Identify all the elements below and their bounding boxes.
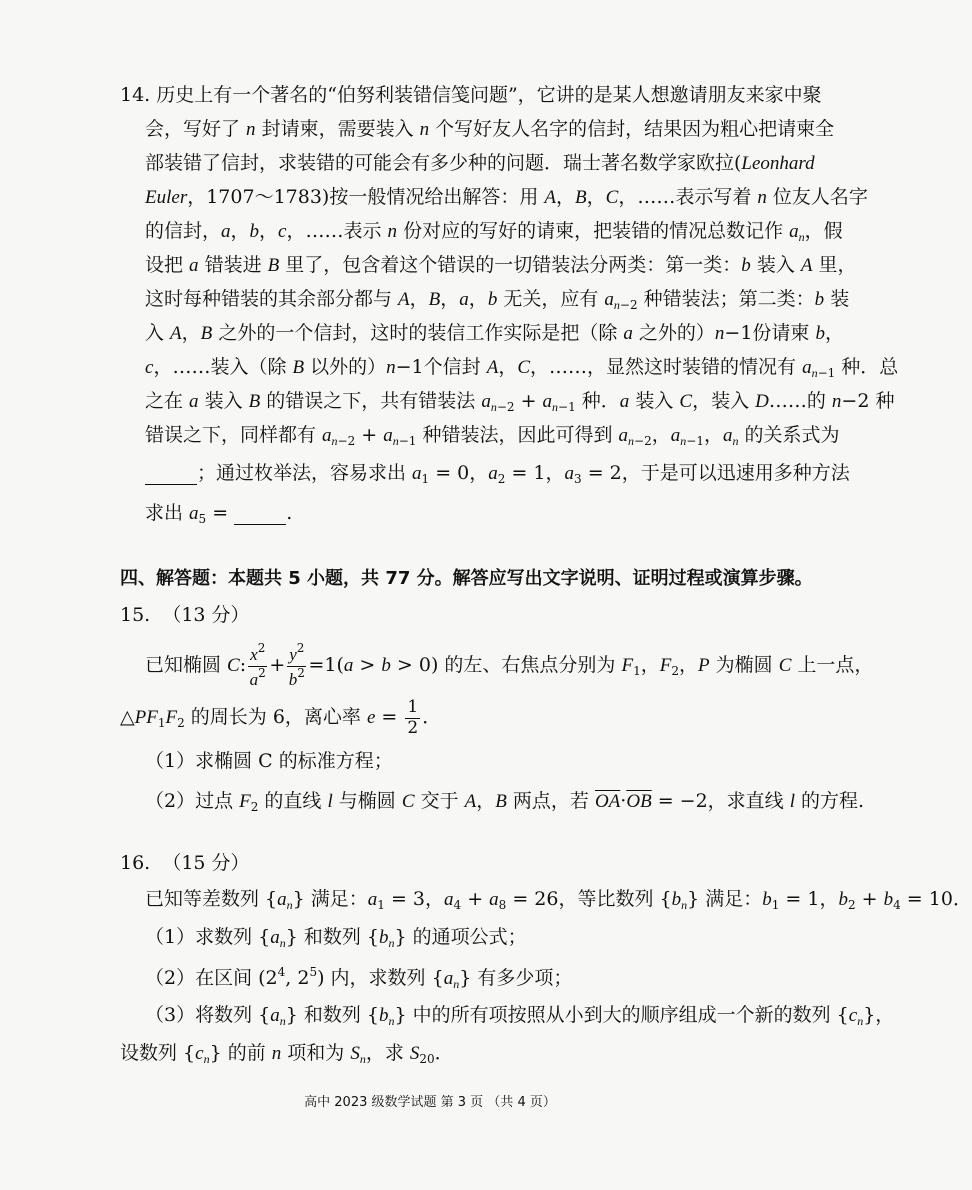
q14-number: 14. [120,84,151,106]
q15-stem-2: $\triangle PF_1F_2$ 的周长为 6，离心率 e = $\frac{1}{2}$ ． [120,697,442,738]
q14-line-5: 的信封，a，b，c，……表示 n 份对应的写好的请柬，把装错的情况总数记作 $a_n$，假 [145,220,843,244]
fraction-y2-b2: $\frac{y^2}{b^2}$ [288,641,305,689]
q16-part-1: （1）求数列 $\{a_n\}$ 和数列 $\{b_n\}$ 的通项公式； [145,926,527,950]
q14-line-3: 部装错了信封，求装错的可能会有多少种的问题．瑞士著名数学家欧拉(Leonhard [145,152,815,174]
answer-blank-2[interactable] [234,510,286,525]
q14-line-2: 会，写好了 n 封请柬，需要装入 n 个写好友人名字的信封，结果因为粗心把请柬全 [145,118,835,140]
q14-line-13: 求出 $a_5$ = . [145,502,293,526]
q14-line-12: ；通过枚举法，容易求出 $a_1 = 0$，$a_2 = 1$，$a_3 = 2$，于是可以迅速用多种方法 [145,464,850,485]
q16-score: （15 分） [162,852,250,874]
section-heading: 四、解答题：本题共 5 小题，共 77 分。解答应写出文字说明、证明过程或演算步骤。 [120,568,813,589]
fraction-x2-a2: $\frac{x^2}{a^2}$ [249,641,266,689]
q15-header [120,606,250,625]
q14-line-6: 设把 a 错装进 B 里了，包含着这个错误的一切错装法分两类：第一类：b 装入 A 里， [145,254,857,276]
q14-line-7: 这时每种错装的其余部分都与 A，B，a，b 无关，应有 $a_{n-2}$ 种错装法；第二类：b 装 [145,288,850,312]
q14-line-4: Euler，1707～1783)按一般情况给出解答：用 A，B，C，……表示写着 n 位友人名字 [145,186,868,208]
q16-number: 16. [120,852,151,874]
page-footer: 高中 2023 级数学试题 第 3 页 （共 4 页） [304,1095,556,1110]
q16-part-2: （2）在区间 ($2^4$, $2^5$) 内，求数列 $\{a_n\}$ 有多少项； [145,965,573,991]
q14-line-1: 14. 历史上有一个著名的“伯努利装错信笺问题”，它讲的是某人想邀请朋友来家中聚 [120,84,822,106]
q16-part-3-cont: 设数列 $\{c_n\}$ 的前 n 项和为 $S_n$，求 $S_{20}$． [120,1042,454,1066]
q15-part-2: （2）过点 $F_2$ 的直线 l 与椭圆 C 交于 A，B 两点，若 $\overline{OA}\cdot\overline{OB} = -2$，求直线 l 的方程. [145,790,865,814]
q16-part-3: （3）将数列 $\{a_n\}$ 和数列 $\{b_n\}$ 中的所有项按照从小到大的顺序组成一个新的数列 $\{c_n\}$， [145,1004,895,1028]
q14-line-10: 之在 a 装入 B 的错误之下，共有错装法 $a_{n-2} + a_{n-1}$ 种．a 装入 C，装入 D……的 n−2 种 [145,390,895,414]
answer-blank-1[interactable] [145,470,197,485]
q14-line-8: 入 A，B 之外的一个信封，这时的装信工作实际是把（除 a 之外的）n−1份请柬 b， [145,322,844,344]
q15-score: （13 分） [162,604,250,626]
q15-number: 15. [120,604,151,626]
q16-stem: 已知等差数列 $\{a_n\}$ 满足：$a_1 = 3$，$a_4 + a_8 = 26$，等比数列 $\{b_n\}$ 满足：$b_1 = 1$，$b_2 + b_4 = 10$． [145,888,972,912]
q15-part-1: （1）求椭圆 C 的标准方程； [145,750,393,772]
fraction-one-half: $\frac{1}{2}$ [407,697,419,738]
q16-header [120,854,250,873]
q14-line-11: 错误之下，同样都有 $a_{n-2} + a_{n-1}$ 种错装法，因此可得到 $a_{n-2}$，$a_{n-1}$，$a_n$ 的关系式为 [145,424,840,448]
q14-line-9: c，……装入（除 B 以外的）n−1个信封 A，C，……，显然这时装错的情况有 $a_{n-1}$ 种．总 [145,356,899,380]
q15-stem: 已知椭圆 C: $\frac{x^2}{a^2}$ + $\frac{y^2}{b^2}$ =1(a > b > 0) 的左、右焦点分别为 $F_1$，$F_2$，P 为椭圆 C 上一点， [145,641,874,689]
